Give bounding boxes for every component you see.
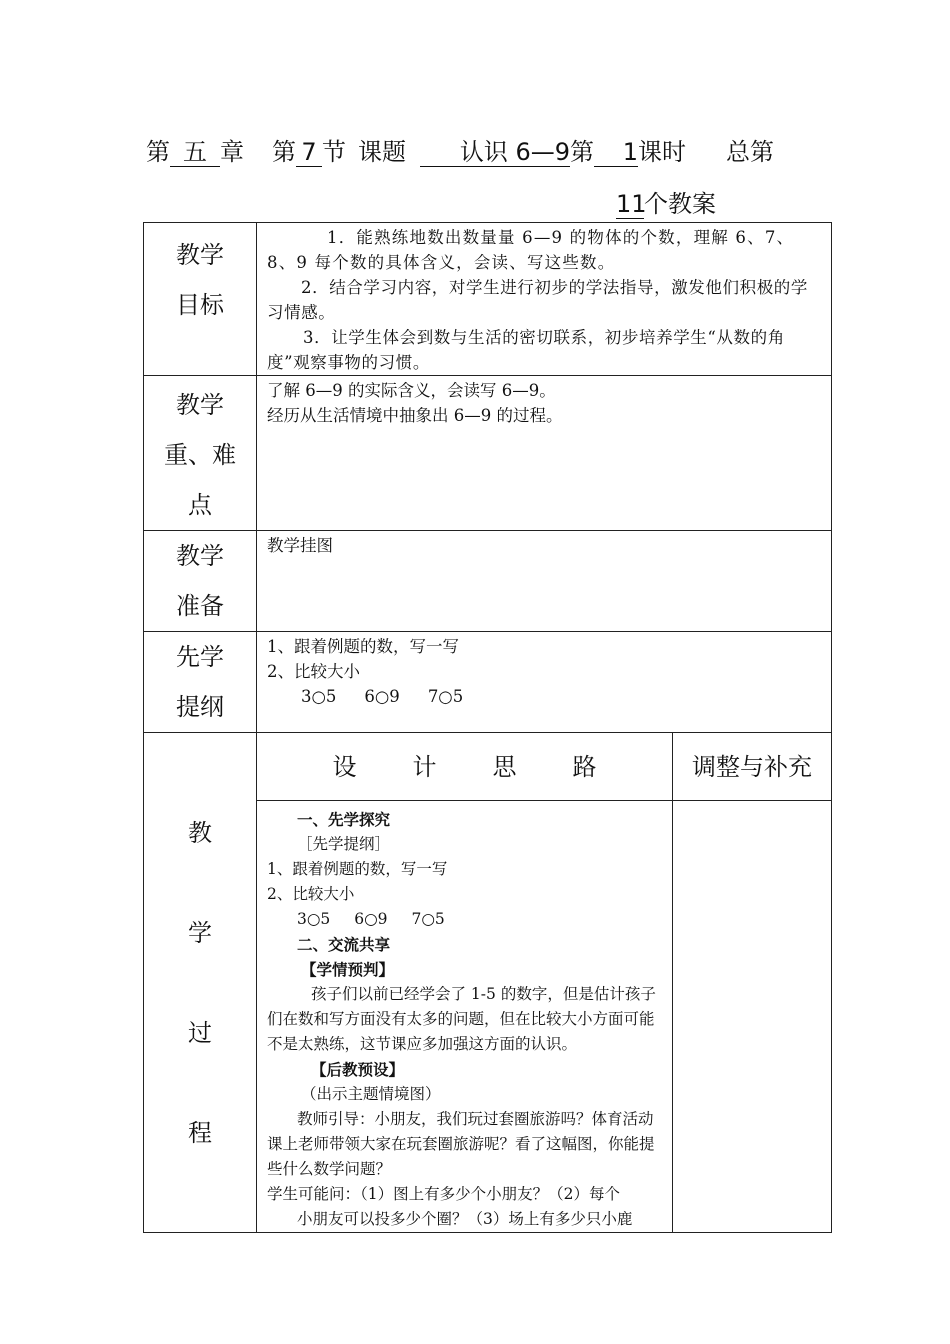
goals-row [144, 223, 832, 376]
total-number: 11 [616, 190, 647, 218]
lesson-number: 1 [594, 138, 638, 167]
key-points-content [257, 376, 832, 531]
total-suffix: 个教案 [644, 190, 716, 218]
chapter-number: 五 [170, 138, 220, 167]
pre-study-label: 先学 提纲 [144, 632, 257, 733]
compare-exercises: 3○5 6○9 7○5 [297, 910, 445, 928]
total-prefix: 总第 [726, 138, 774, 166]
chapter-suffix: 章 [220, 138, 244, 166]
lesson-header-total [616, 184, 716, 219]
section-heading: 一、先学探究 [297, 810, 391, 829]
goals-label: 教学 目标 [144, 223, 257, 376]
section-suffix: 节 [322, 138, 346, 166]
process-label: 教 学 过 程 [144, 733, 257, 1233]
lesson-prefix: 第 [570, 138, 594, 166]
lesson-header [146, 132, 826, 167]
goal-item: 1．能熟练地数出数量量 6—9 的物体的个数，理解 6、7、8、9 每个数的具体含义，会读、写这些数。 [267, 228, 795, 272]
process-header-row [144, 733, 832, 801]
key-point: 经历从生活情境中抽象出 6—9 的过程。 [267, 406, 563, 425]
compare-exercises: 3○5 6○9 7○5 [301, 687, 464, 706]
section-heading: 二、交流共享 [297, 935, 391, 954]
section-prefix: 第 [272, 138, 296, 166]
adjust-title: 调整与补充 [673, 733, 832, 801]
key-point: 了解 6—9 的实际含义，会读写 6—9。 [267, 381, 556, 400]
pre-study-row [144, 632, 832, 733]
key-points-label: 教学 重、难 点 [144, 376, 257, 531]
pre-study-content: 1、跟着例题的数，写一写 2、比较大小 3○5 6○9 7○5 [257, 632, 832, 733]
key-points-row [144, 376, 832, 531]
goals-content [257, 223, 832, 376]
topic-label: 课题 [358, 138, 406, 166]
section-number: 7 [296, 138, 322, 167]
preparation-row [144, 531, 832, 632]
design-title: 设 计 思 路 [257, 733, 673, 801]
preparation-label: 教学 准备 [144, 531, 257, 632]
preparation-content: 教学挂图 [257, 531, 832, 632]
lesson-plan-table [143, 222, 832, 1233]
goal-item: 2．结合学习内容，对学生进行初步的学法指导，激发他们积极的学习情感。 [267, 278, 808, 322]
topic-value: 认识 6—9 [420, 138, 570, 167]
adjust-content [673, 801, 832, 1233]
goal-item: 3．让学生体会到数与生活的密切联系，初步培养学生“从数的角度”观察事物的习惯。 [267, 328, 785, 372]
design-content: 一、先学探究 ［先学提纲］ 1、跟着例题的数，写一写 2、比较大小 3○5 6○9 7○5 二、交流共享 【学情预判】 孩子们以前已经学会了 1-5 的数字，但是估计孩子们在数和写方面没有太多的问题，但在比较大小方面可能不是太熟练，这节课应多加强这方面的认识。 【后教预设】 （出示主题情境图） 教师引导：小朋友，我们玩过套圈旅游吗？体育活动课上老师带领大家在玩套圈旅游呢？看了这幅图，你能提些什么数学问题？ 学生可能问：（1）图上有多少个小朋友？（2）每个 小朋友可以投多少个圈？（3）场上有多少只小鹿 [257, 801, 673, 1233]
lesson-suffix: 课时 [638, 138, 686, 166]
chapter-prefix: 第 [146, 138, 170, 166]
